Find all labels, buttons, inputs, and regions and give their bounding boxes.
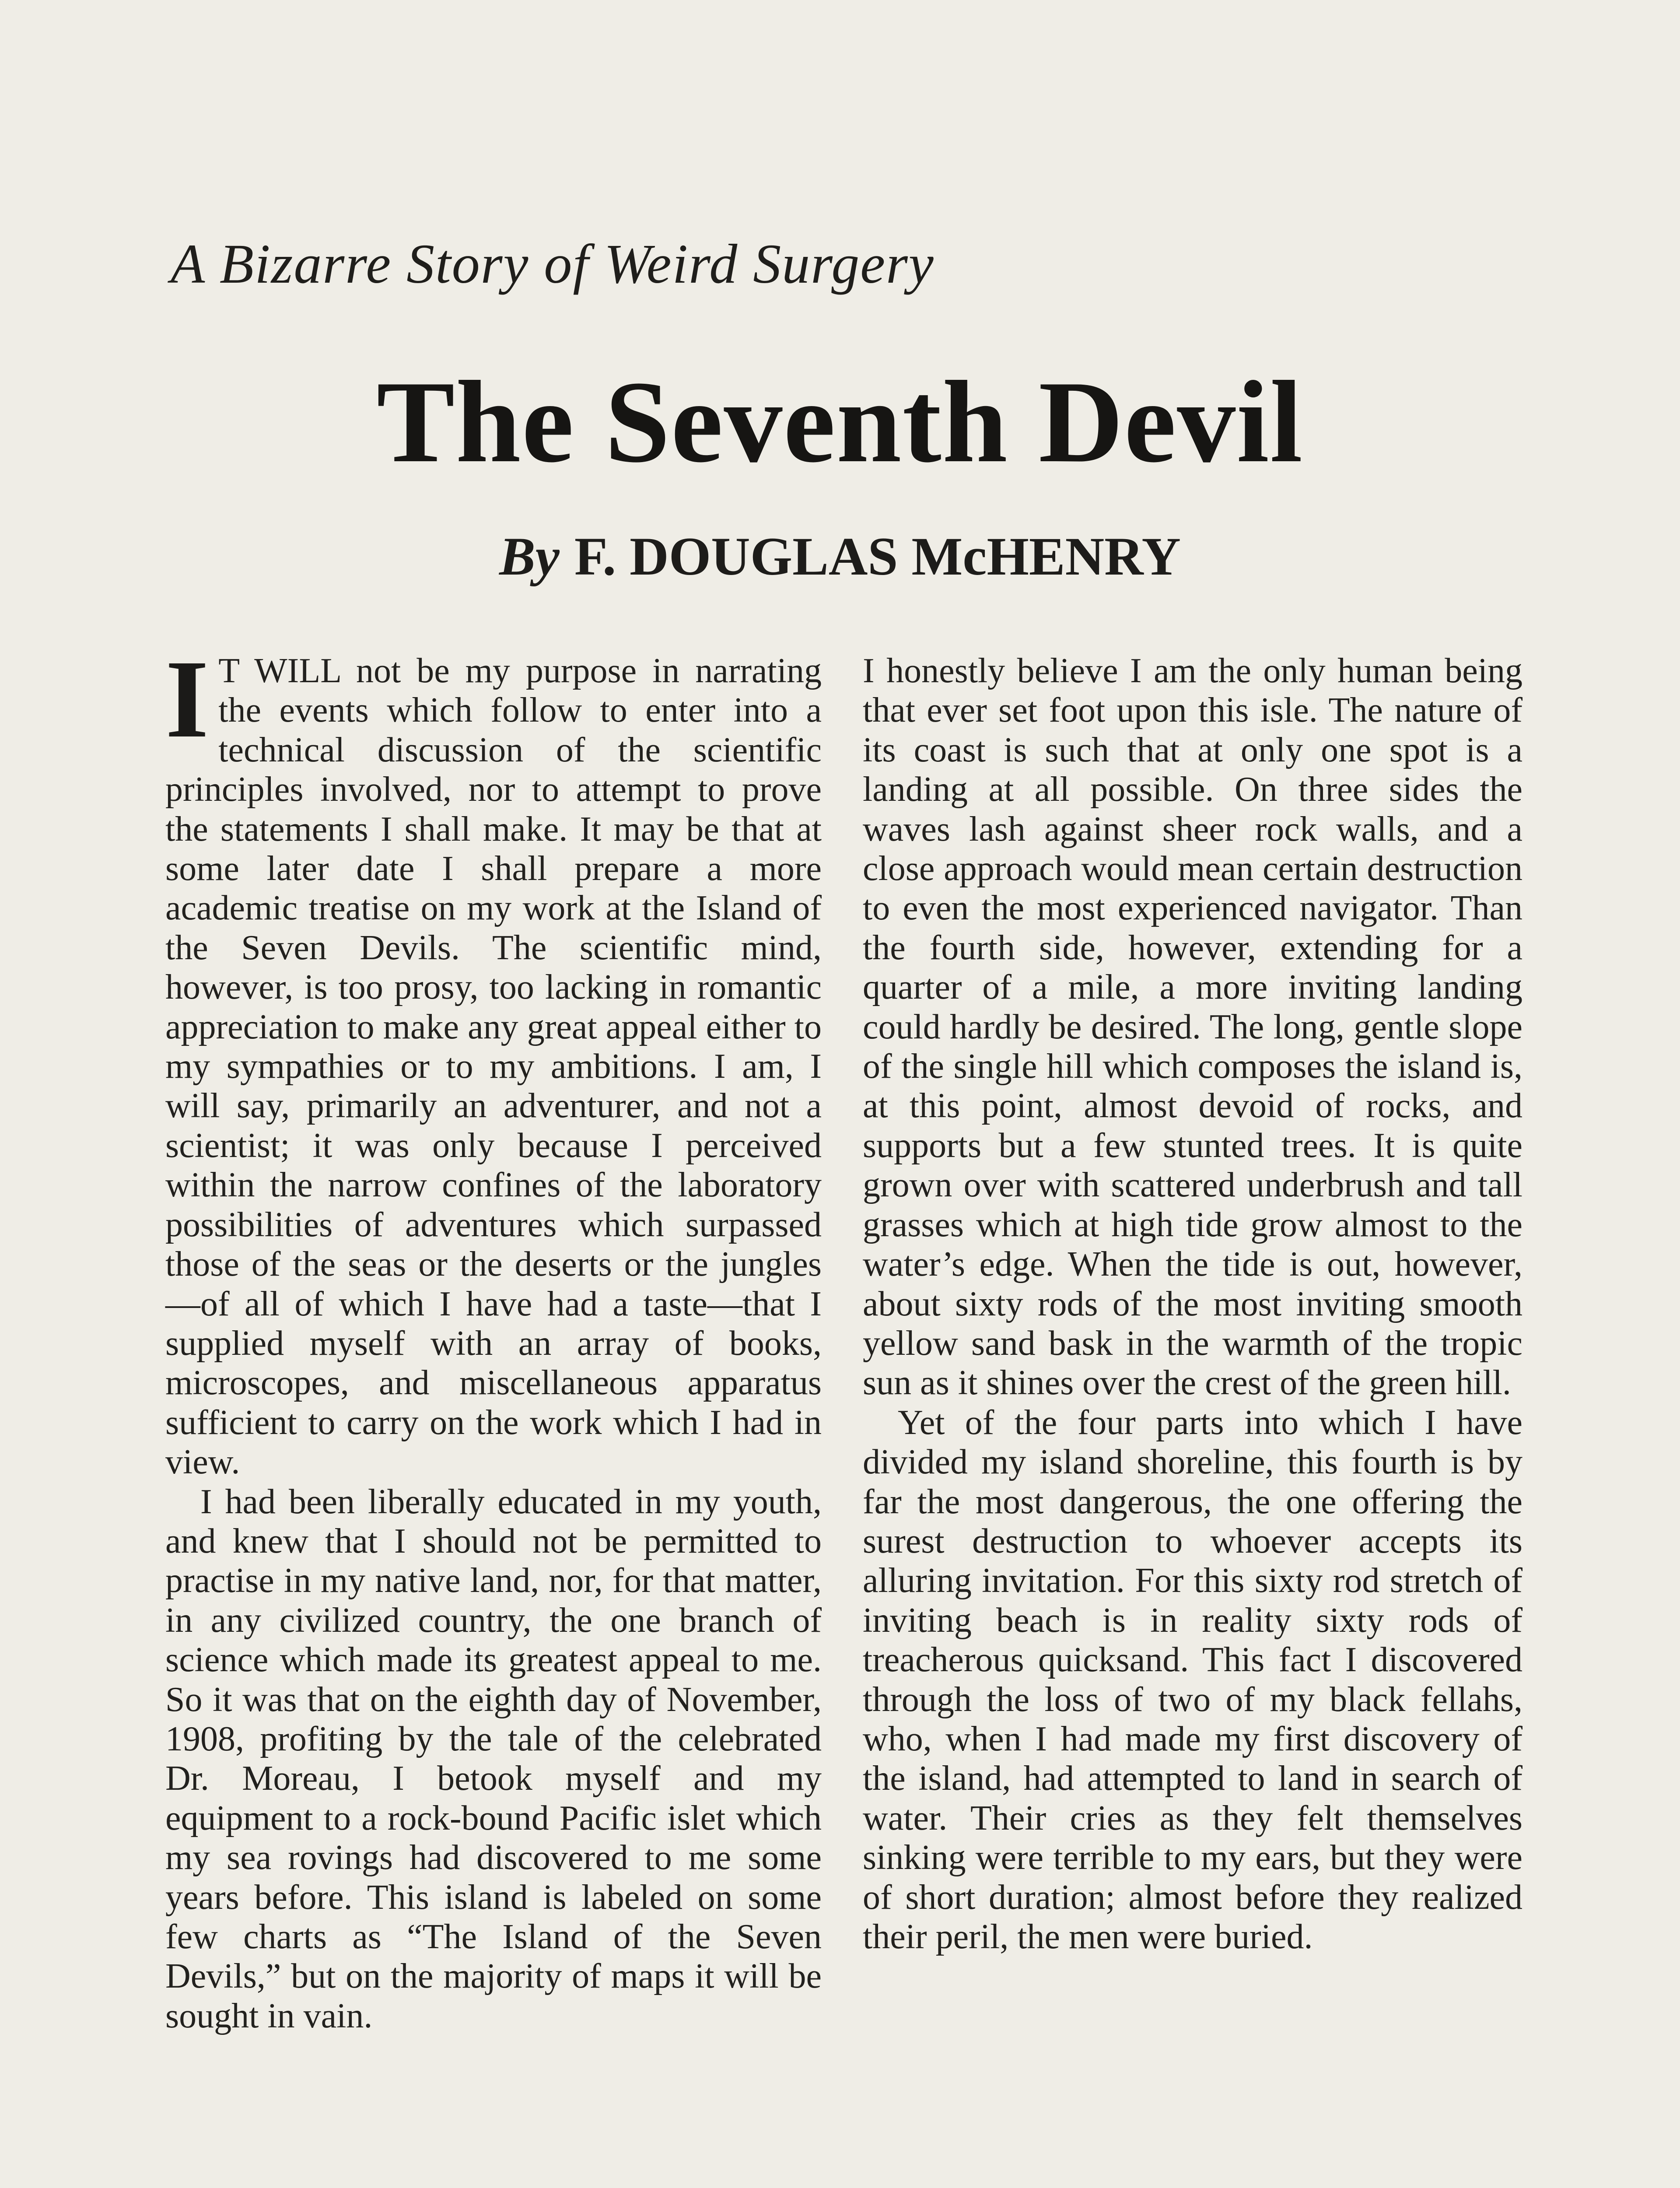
left-paragraph-2: I had been liberally educated in my youth, and knew that I should not be permitted to practise in my native land, nor, for that matter, in any civilized country, the one branch of science which made its greatest appeal to me. So it was that on the eighth day of November, 1908, profiting by the tale of the celebrated Dr. Moreau, I betook myself and my equipment to a rock-bound Pacific islet which my sea rovings had discovered to me some years before. This island is labeled on some few charts as “The Island of the Seven Devils,” but on the majority of maps it will be sought in vain.: [165, 1482, 822, 2035]
story-title: The Seventh Devil: [376, 357, 1304, 487]
right-paragraph-2: Yet of the four parts into which I have divided my island shoreline, this fourth is by far the most dangerous, the one offering the surest destruction to whoever accepts its alluring invitation. For this sixty rod stretch of inviting beach is in reality sixty rods of treacherous quicksand. This fact I discovered through the loss of two of my black fellahs, who, when I had made my first discovery of the island, had attempted to land in search of water. Their cries as they felt themselves sinking were terrible to my ears, but they were of short duration; almost before they realized their peril, the men were buried.: [863, 1403, 1522, 1956]
right-paragraph-1: I honestly believe I am the only human being that ever set foot upon this isle. The nature of its coast is such that at only one spot is a landing at all possible. On three sides the waves lash against sheer rock walls, and a close approach would mean certain destruction to even the most experienced navigator. Than the fourth side, however, extending for a quarter of a mile, a more inviting landing could hardly be desired. The long, gentle slope of the single hill which composes the island is, at this point, almost devoid of rocks, and supports but a few stunted trees. It is quite grown over with scattered underbrush and tall grasses which at high tide grow almost to the water’s edge. When the tide is out, however, about sixty rods of the most inviting smooth yellow sand bask in the warmth of the tropic sun as it shines over the crest of the green hill.: [863, 652, 1522, 1403]
drop-cap: I: [165, 638, 209, 761]
left-paragraph-1: [165, 638, 822, 1482]
story-kicker: A Bizarre Story of Weird Surgery: [171, 233, 934, 295]
byline-by: By: [499, 526, 560, 586]
left-column: [165, 638, 822, 2036]
byline: [0, 526, 1680, 586]
left-paragraph-1-text: T WILL not be my purpose in narrating the events which follow to enter into a technical discussion of the scientific principles involved, nor to attempt to prove the statements I shall make. It may be that at some later date I shall prepare a more academic treatise on my work at the Island of the Seven Devils. The scientific mind, however, is too prosy, too lacking in romantic appreciation to make any great appeal either to my sympathies or to my ambitions. I am, I will say, primarily an adventurer, and not a scientist; it was only because I perceived within the narrow confines of the laboratory possibilities of adventures which surpassed those of the seas or the deserts or the jungles—of all of which I have had a taste—that I supplied myself with an array of books, microscopes, and miscellaneous apparatus sufficient to carry on the work which I had in view.: [165, 652, 822, 1482]
right-column: [863, 651, 1522, 1957]
byline-author: F. DOUGLAS McHENRY: [574, 526, 1181, 586]
